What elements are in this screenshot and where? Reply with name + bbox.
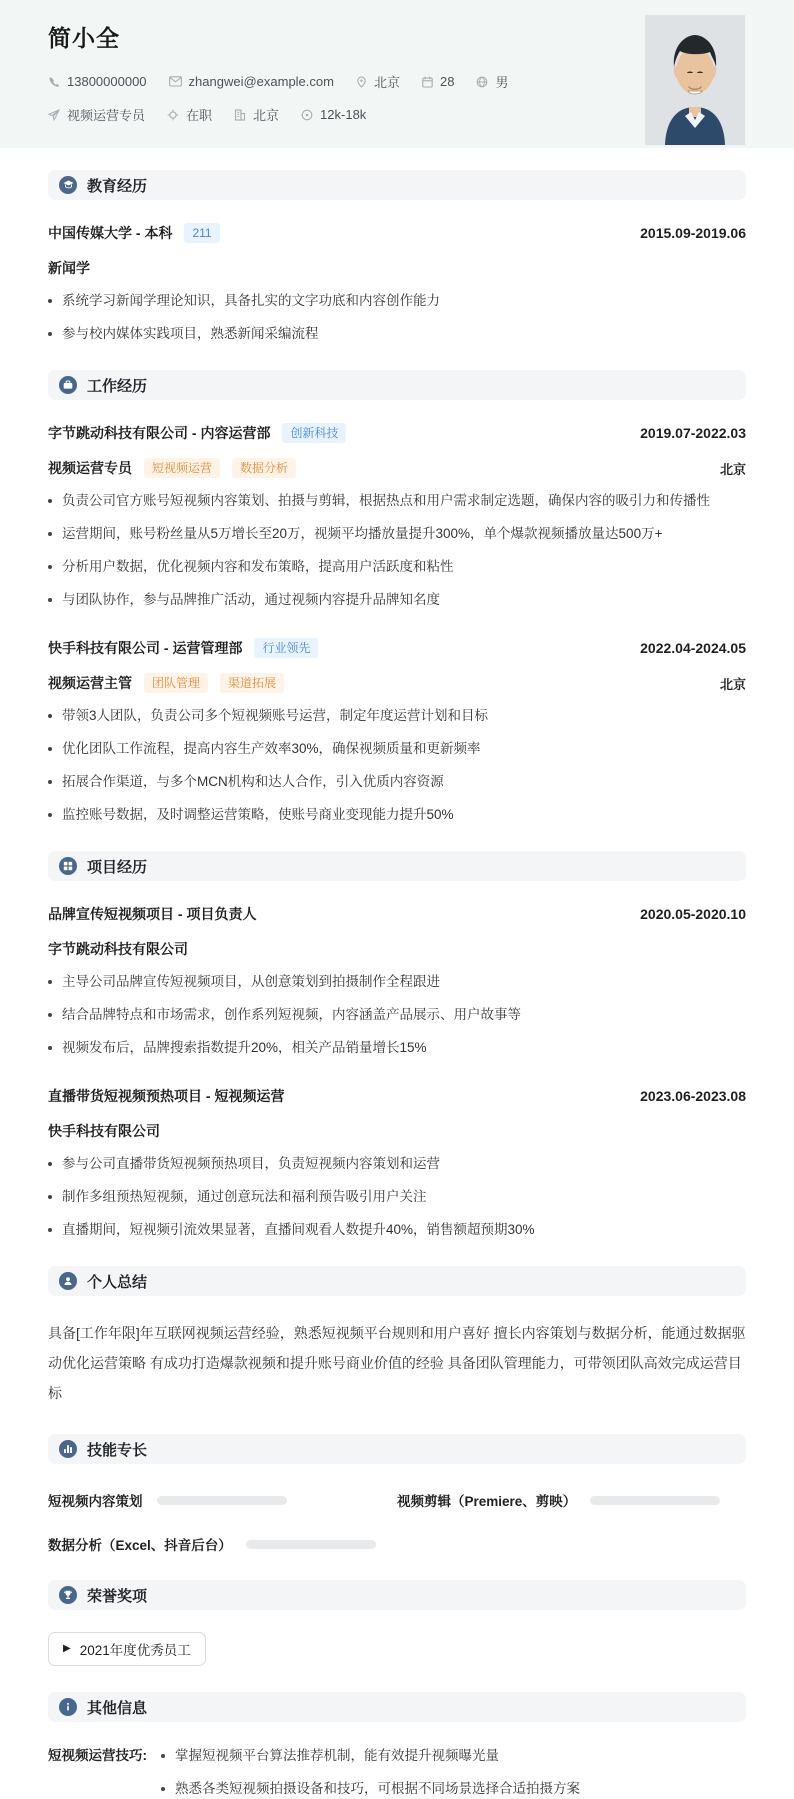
section-header-skills	[48, 1434, 746, 1464]
other-info-row	[48, 1746, 746, 1799]
project-name: 品牌宣传短视频项目 - 项目负责人	[48, 906, 257, 922]
salary-value: 12k-18k	[320, 107, 367, 122]
project-name: 直播带货短视频预热项目 - 短视频运营	[48, 1088, 285, 1104]
bullet-dot	[48, 1013, 52, 1017]
location-icon	[356, 76, 367, 88]
list-item: 负责公司官方账号短视频内容策划、拍摄与剪辑，根据热点和用户需求制定选题，确保内容的吸引力和传播性	[48, 491, 746, 511]
role-tag: 团队管理	[144, 673, 208, 693]
project-entry	[48, 1086, 746, 1240]
email-item	[169, 74, 334, 89]
contact-row-1	[48, 72, 746, 91]
bar-chart-icon	[59, 1440, 77, 1458]
person-icon	[59, 1272, 77, 1290]
section-title: 荣誉奖项	[87, 1587, 148, 1605]
work-date: 2019.07-2022.03	[640, 425, 746, 441]
section-header-projects	[48, 851, 746, 881]
job-status-item	[167, 105, 212, 124]
section-title: 项目经历	[87, 858, 148, 876]
list-item: 熟悉各类短视频拍摄设备和技巧，可根据不同场景选择合适拍摄方案	[161, 1779, 580, 1799]
expand-triangle-icon: ▶	[63, 1643, 71, 1654]
bullet-dot	[48, 1228, 52, 1232]
bullet-dot	[48, 332, 52, 336]
candidate-name: 简小全	[48, 25, 120, 51]
section-header-honors	[48, 1580, 746, 1610]
age-icon	[422, 76, 433, 88]
section-honors	[48, 1580, 746, 1666]
company-badge: 创新科技	[282, 423, 346, 443]
company-name: 快手科技有限公司 - 运营管理部	[48, 640, 243, 656]
list-item: 带领3人团队，负责公司多个短视频账号运营，制定年度运营计划和目标	[48, 706, 746, 726]
trophy-icon	[59, 1586, 77, 1604]
work-location: 北京	[719, 676, 746, 692]
list-item: 视频发布后，品牌搜索指数提升20%，相关产品销量增长15%	[48, 1038, 746, 1058]
company-name: 字节跳动科技有限公司 - 内容运营部	[48, 425, 271, 441]
section-title: 个人总结	[87, 1273, 148, 1291]
email-value: zhangwei@example.com	[188, 74, 334, 89]
bullet-dot	[48, 747, 52, 751]
skill-bar	[590, 1496, 720, 1505]
section-other	[48, 1692, 746, 1799]
skill-item	[397, 1490, 746, 1510]
section-summary	[48, 1266, 746, 1408]
list-item: 监控账号数据，及时调整运营策略，使账号商业变现能力提升50%	[48, 805, 746, 825]
work-location: 北京	[719, 461, 746, 477]
section-header-work	[48, 370, 746, 400]
list-item: 主导公司品牌宣传短视频项目，从创意策划到拍摄制作全程跟进	[48, 972, 746, 992]
work-entry	[48, 423, 746, 610]
email-icon	[169, 76, 182, 87]
bullet-dot	[48, 813, 52, 817]
project-date: 2023.06-2023.08	[640, 1088, 746, 1104]
section-header-other	[48, 1692, 746, 1722]
project-date: 2020.05-2020.10	[640, 906, 746, 922]
city-icon	[234, 109, 246, 121]
work-entry	[48, 638, 746, 825]
bullet-dot	[48, 532, 52, 536]
bullet-dot	[48, 1195, 52, 1199]
list-item: 参与公司直播带货短视频预热项目，负责短视频内容策划和运营	[48, 1154, 746, 1174]
salary-icon	[301, 109, 313, 121]
grid-icon	[59, 857, 77, 875]
job-status-value: 在职	[186, 108, 213, 123]
section-education	[48, 170, 746, 344]
work-bullets	[48, 491, 746, 610]
skill-bar	[246, 1540, 376, 1549]
gender-icon	[476, 76, 488, 88]
school-badge: 211	[184, 223, 219, 243]
section-projects	[48, 851, 746, 1240]
education-icon	[59, 176, 77, 194]
education-entry	[48, 223, 746, 344]
project-company: 快手科技有限公司	[48, 1123, 160, 1139]
skill-label: 数据分析（Excel、抖音后台）	[48, 1538, 232, 1553]
project-bullets	[48, 1154, 746, 1240]
list-item: 结合品牌特点和市场需求，创作系列短视频，内容涵盖产品展示、用户故事等	[48, 1005, 746, 1025]
info-icon	[59, 1698, 77, 1716]
section-title: 其他信息	[87, 1699, 148, 1717]
bullet-dot	[161, 1787, 165, 1791]
contact-row-2	[48, 105, 746, 124]
city-value: 北京	[253, 108, 280, 123]
skills-grid	[48, 1490, 746, 1554]
skill-item	[48, 1534, 397, 1554]
section-work	[48, 370, 746, 825]
list-item: 优化团队工作流程，提高内容生产效率30%，确保视频质量和更新频率	[48, 739, 746, 759]
section-header-summary	[48, 1266, 746, 1296]
other-info-bullets	[161, 1746, 580, 1799]
list-item: 直播期间，短视频引流效果显著，直播间观看人数提升40%，销售额超预期30%	[48, 1220, 746, 1240]
school-degree: 中国传媒大学 - 本科	[48, 225, 173, 241]
skill-bar	[157, 1496, 287, 1505]
bullet-dot	[48, 499, 52, 503]
company-badge: 行业领先	[254, 638, 318, 658]
section-header-education	[48, 170, 746, 200]
briefcase-icon	[59, 376, 77, 394]
gender-item	[476, 72, 508, 91]
location-value: 北京	[373, 75, 400, 90]
honor-expand-button[interactable]	[48, 1632, 206, 1666]
age-item	[422, 74, 454, 89]
project-bullets	[48, 972, 746, 1058]
phone-value: 13800000000	[67, 74, 147, 89]
list-item: 与团队协作，参与品牌推广活动，通过视频内容提升品牌知名度	[48, 590, 746, 610]
target-position-value: 视频运营专员	[67, 108, 146, 123]
bullet-dot	[48, 598, 52, 602]
phone-icon	[48, 76, 60, 88]
work-bullets	[48, 706, 746, 825]
job-role: 视频运营专员	[48, 460, 132, 476]
resume-header	[0, 0, 794, 148]
target-position-item	[48, 105, 145, 124]
project-entry	[48, 904, 746, 1058]
list-item: 分析用户数据，优化视频内容和发布策略，提高用户活跃度和粘性	[48, 557, 746, 577]
education-bullets	[48, 291, 746, 344]
section-title: 教育经历	[87, 177, 148, 195]
bullet-dot	[48, 980, 52, 984]
salary-item	[301, 107, 366, 122]
summary-text: 具备[工作年限]年互联网视频运营经验，熟悉短视频平台规则和用户喜好 擅长内容策划与数据分析，能通过数据驱动优化运营策略 有成功打造爆款视频和提升账号商业价值的经验 具备团队管理能力，可带领团队高效完成运营目标	[48, 1325, 746, 1401]
skill-label: 视频剪辑（Premiere、剪映）	[397, 1494, 577, 1509]
bullet-dot	[161, 1754, 165, 1758]
list-item: 参与校内媒体实践项目，熟悉新闻采编流程	[48, 324, 746, 344]
list-item: 运营期间，账号粉丝量从5万增长至20万，视频平均播放量提升300%，单个爆款视频播放量达500万+	[48, 524, 746, 544]
target-position-icon	[48, 109, 60, 121]
honor-label: 2021年度优秀员工	[79, 1643, 191, 1658]
list-item: 系统学习新闻学理论知识，具备扎实的文字功底和内容创作能力	[48, 291, 746, 311]
list-item: 制作多组预热短视频，通过创意玩法和福利预告吸引用户关注	[48, 1187, 746, 1207]
role-tag: 渠道拓展	[220, 673, 284, 693]
section-title: 技能专长	[87, 1441, 148, 1459]
bullet-dot	[48, 1046, 52, 1050]
phone-item	[48, 74, 147, 89]
bullet-dot	[48, 780, 52, 784]
education-date: 2015.09-2019.06	[640, 225, 746, 241]
profile-photo	[645, 15, 745, 145]
other-info-label: 短视频运营技巧:	[48, 1748, 147, 1763]
skill-item	[48, 1490, 397, 1510]
resume-body	[0, 170, 794, 1799]
location-item	[356, 72, 400, 91]
age-value: 28	[439, 74, 455, 89]
role-tag: 数据分析	[232, 458, 296, 478]
job-status-icon	[167, 109, 179, 121]
major: 新闻学	[48, 260, 90, 276]
list-item: 拓展合作渠道，与多个MCN机构和达人合作，引入优质内容资源	[48, 772, 746, 792]
work-date: 2022.04-2024.05	[640, 640, 746, 656]
bullet-dot	[48, 1162, 52, 1166]
bullet-dot	[48, 565, 52, 569]
list-item: 掌握短视频平台算法推荐机制，能有效提升视频曝光量	[161, 1746, 580, 1766]
bullet-dot	[48, 299, 52, 303]
city-item	[234, 105, 279, 124]
skill-label: 短视频内容策划	[48, 1494, 143, 1509]
bullet-dot	[48, 714, 52, 718]
section-title: 工作经历	[87, 377, 148, 395]
gender-value: 男	[495, 75, 509, 90]
section-skills	[48, 1434, 746, 1554]
job-role: 视频运营主管	[48, 675, 132, 691]
project-company: 字节跳动科技有限公司	[48, 941, 188, 957]
role-tag: 短视频运营	[144, 458, 220, 478]
